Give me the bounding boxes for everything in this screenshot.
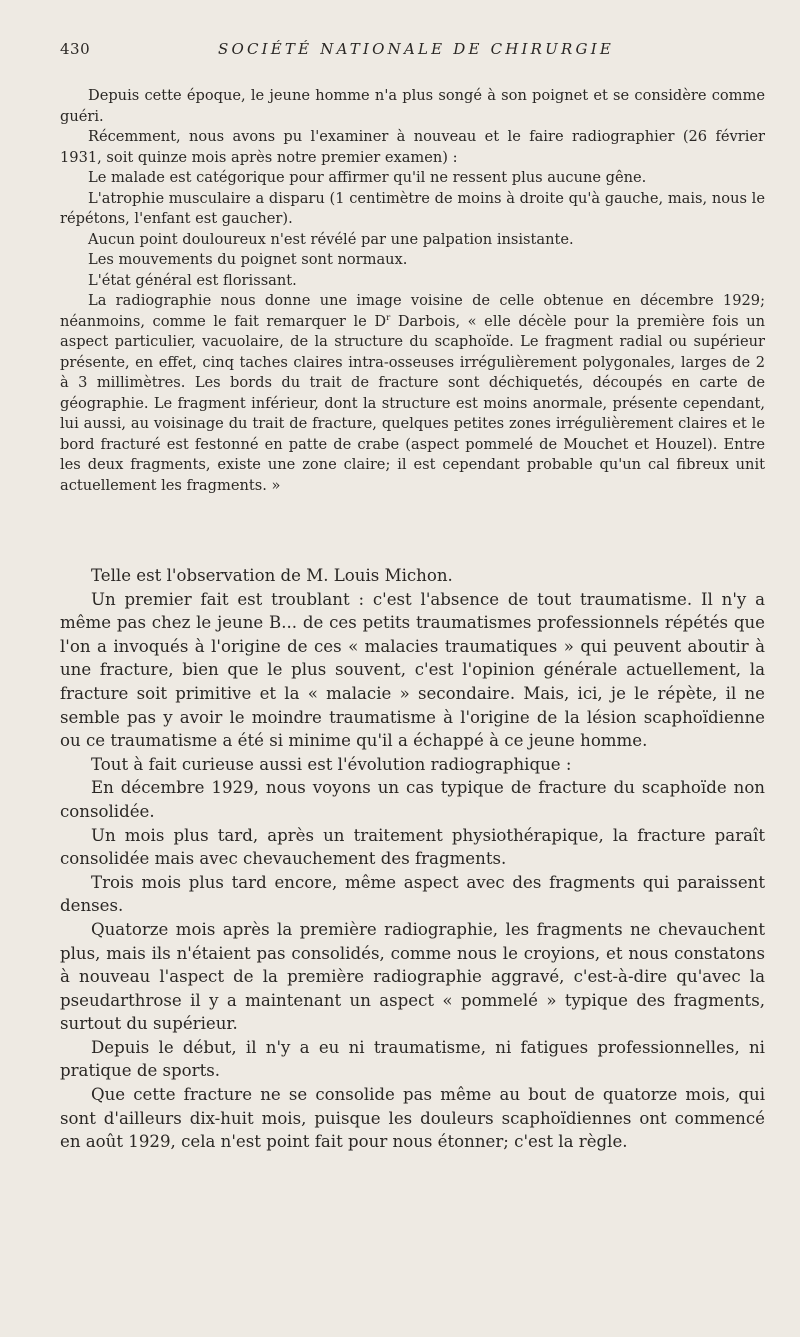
paragraph: Trois mois plus tard encore, même aspect avec des fragments qui paraissent denses. xyxy=(60,872,765,916)
paragraph: Le malade est catégorique pour affirmer qu'il ne ressent plus aucune gêne. xyxy=(88,169,647,186)
text-run: La radiographie nous donne une image voisine de celle obtenue en décembre 1929; néanmoins, comme le fait remarquer le D xyxy=(60,292,765,330)
paragraph: L'état général est florissant. xyxy=(88,271,297,289)
paragraph: Récemment, nous avons pu l'examiner à nouveau et le faire radiographier (26 février 1931, soit quinze mois après notre premier examen) : xyxy=(60,128,765,166)
page-number: 430 xyxy=(60,40,91,58)
paragraph: Quatorze mois après la première radiographie, les fragments ne chevauchent plus, mais ils n'étaient pas consolidés, comme nous le croyions, et nous constatons à nouveau l'aspect de la première radiographie aggravé, c'est-à-dire qu'avec la pseudarthrose il y a maintenant un aspect « pommelé » typique des fragments, surtout du supérieur. xyxy=(60,919,765,1034)
journal-title: SOCIÉTÉ NATIONALE DE CHIRURGIE xyxy=(218,40,614,58)
radiography-paragraph xyxy=(60,291,765,496)
paragraph: Aucun point douloureux n'est révélé par une palpation insistante. xyxy=(88,230,574,248)
paragraph: Depuis cette époque, le jeune homme n'a plus songé à son poignet et se considère comme guéri. xyxy=(60,87,765,125)
quoted-observation xyxy=(60,86,765,496)
running-header xyxy=(60,40,765,62)
paragraph: Depuis le début, il n'y a eu ni traumatisme, ni fatigues professionnelles, ni pratique de sports. xyxy=(60,1037,765,1081)
doctor-abbrev-superscript: r xyxy=(386,312,391,323)
discussion-body xyxy=(60,564,765,1154)
paragraph: Telle est l'observation de M. Louis Michon. xyxy=(91,566,453,585)
paragraph: Tout à fait curieuse aussi est l'évolution radiographique : xyxy=(91,754,572,774)
paragraph: Que cette fracture ne se consolide pas même au bout de quatorze mois, qui sont d'ailleurs dix-huit mois, puisque les douleurs scaphoïdiennes ont commencé en août 1929, cela n'est point fait pour nous étonner; c'est la règle. xyxy=(60,1085,765,1152)
paragraph: En décembre 1929, nous voyons un cas typique de fracture du scaphoïde non consolidée. xyxy=(60,778,765,821)
paragraph: Un mois plus tard, après un traitement physiothérapique, la fracture paraît consolidée mais avec chevauchement des fragments. xyxy=(60,825,765,869)
text-run: Darbois, « elle décèle pour la première fois un aspect particulier, vacuolaire, de la structure du scaphoïde. Le fragment radial ou supérieur présente, en effet, cinq taches claires intra-osseuses irrégulièrement polygonales, larges de 2 à 3 millimètres. Les bords du trait de fracture sont déchiquetés, découpés en carte de géographie. Le fragment inférieur, dont la structure est moins anormale, présente cependant, lui aussi, au voisinage du trait de fracture, quelques petites zones irrégulièrement claires et le bord fracturé est festonné en patte de crabe (aspect pommelé de Mouchet et Houzel). Entre les deux fragments, existe une zone claire; il est cependant probable qu'un cal fibreux unit actuellement les fragments. » xyxy=(60,312,765,494)
paragraph: Les mouvements du poignet sont normaux. xyxy=(88,251,408,268)
paragraph: Un premier fait est troublant : c'est l'absence de tout traumatisme. Il n'y a même pas chez le jeune B... de ces petits traumatismes professionnels répétés que l'on a invoqués à l'origine de ces « malacies traumatiques » qui peuvent aboutir à une fracture, bien que le plus souvent, c'est l'opinion générale actuellement, la fracture soit primitive et la « malacie » secondaire. Mais, ici, je le répète, il ne semble pas y avoir le moindre traumatisme à l'origine de la lésion scaphoïdienne ou ce traumatisme a été si minime qu'il a échappé à ce jeune homme. xyxy=(60,589,765,751)
paragraph: L'atrophie musculaire a disparu (1 centimètre de moins à droite qu'à gauche, mais, nous le répétons, l'enfant est gaucher). xyxy=(60,189,765,227)
